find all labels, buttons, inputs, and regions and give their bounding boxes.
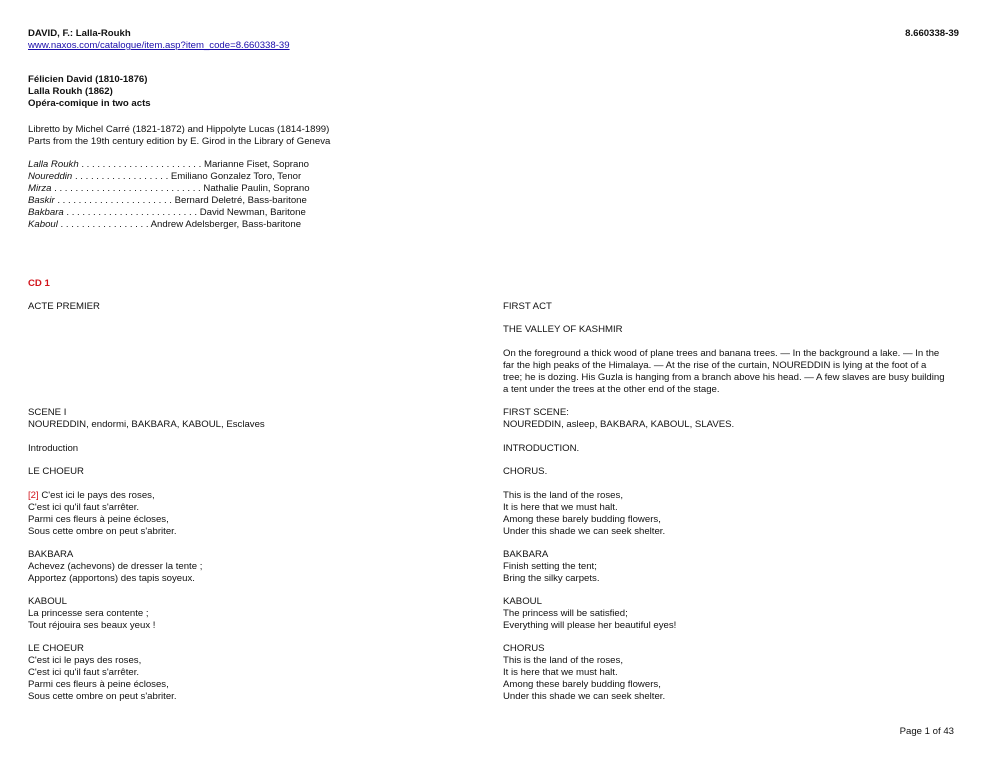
cd-label: CD 1 bbox=[28, 278, 50, 289]
cast-row bbox=[28, 171, 310, 183]
cast-row bbox=[28, 183, 310, 195]
stage-line: tree; he is dozing. His Guzla is hanging from a branch above his head. — A few slaves are busy building bbox=[503, 372, 945, 383]
speaker-label: KABOUL bbox=[503, 596, 542, 607]
french-kaboul-block bbox=[28, 596, 155, 632]
composer: Félicien David (1810-1876) bbox=[28, 74, 148, 85]
english-scene-heading bbox=[503, 407, 734, 431]
work-info bbox=[28, 74, 151, 110]
verse-line: Among these barely budding flowers, bbox=[503, 679, 661, 690]
cast-leader: . . . . . . . . . . . . . . . . . . bbox=[72, 171, 171, 182]
verse-line: It is here that we must halt. bbox=[503, 502, 618, 513]
cast-singer: David Newman, Baritone bbox=[199, 207, 306, 218]
verse-line: Sous cette ombre on peut s'abriter. bbox=[28, 691, 177, 702]
credits bbox=[28, 124, 330, 148]
verse-line: Apportez (apportons) des tapis soyeux. bbox=[28, 573, 195, 584]
verse-line: C'est ici qu'il faut s'arrêter. bbox=[28, 502, 140, 513]
cast-leader: . . . . . . . . . . . . . . . . . bbox=[57, 219, 151, 230]
english-act-heading: FIRST ACT bbox=[503, 301, 552, 312]
english-intro: INTRODUCTION. bbox=[503, 443, 580, 454]
verse-line bbox=[28, 490, 177, 502]
cast-singer: Emiliano Gonzalez Toro, Tenor bbox=[170, 171, 302, 182]
verse-line: Finish setting the tent; bbox=[503, 561, 597, 572]
cast-role: Mirza bbox=[28, 183, 52, 194]
track-marker: [2] bbox=[28, 490, 39, 501]
cast-row bbox=[28, 207, 310, 219]
verse-line: Tout réjouira ses beaux yeux ! bbox=[28, 620, 156, 631]
speaker-label: BAKBARA bbox=[503, 549, 549, 560]
cast-role: Kaboul bbox=[28, 219, 58, 230]
english-chorus-block bbox=[503, 643, 665, 703]
verse-line: C'est ici qu'il faut s'arrêter. bbox=[28, 667, 140, 678]
verse-line: Sous cette ombre on peut s'abriter. bbox=[28, 526, 177, 537]
catalogue-number: 8.660338-39 bbox=[905, 28, 959, 39]
french-bakbara-block bbox=[28, 549, 202, 585]
english-scene-characters: NOUREDDIN, asleep, BAKBARA, KABOUL, SLAVES. bbox=[503, 419, 735, 430]
source-credit: Parts from the 19th century edition by E. Girod in the Library of Geneva bbox=[28, 136, 331, 147]
work-title: Lalla Roukh (1862) bbox=[28, 86, 113, 97]
page-number: Page 1 of 43 bbox=[899, 726, 954, 737]
french-scene-heading bbox=[28, 407, 265, 431]
work-genre: Opéra-comique in two acts bbox=[28, 98, 151, 109]
cast-leader: . . . . . . . . . . . . . . . . . . . . . . . . . bbox=[63, 207, 200, 218]
verse-line: Under this shade we can seek shelter. bbox=[503, 691, 666, 702]
french-intro: Introduction bbox=[28, 443, 79, 454]
cast-row bbox=[28, 195, 310, 207]
verse-line: C'est ici le pays des roses, bbox=[28, 655, 142, 666]
cast-role: Noureddin bbox=[28, 171, 73, 182]
verse-line: Parmi ces fleurs à peine écloses, bbox=[28, 514, 169, 525]
english-bakbara-block bbox=[503, 549, 600, 585]
cast-list bbox=[28, 159, 310, 231]
speaker-label: BAKBARA bbox=[28, 549, 74, 560]
verse-line: La princesse sera contente ; bbox=[28, 608, 149, 619]
verse-line: Among these barely budding flowers, bbox=[503, 514, 661, 525]
verse-line: Parmi ces fleurs à peine écloses, bbox=[28, 679, 169, 690]
libretto-credit: Libretto by Michel Carré (1821-1872) and Hippolyte Lucas (1814-1899) bbox=[28, 124, 330, 135]
french-verse-1 bbox=[28, 490, 177, 538]
english-kaboul-block bbox=[503, 596, 676, 632]
cast-leader: . . . . . . . . . . . . . . . . . . . . . . . bbox=[78, 159, 204, 170]
cast-role: Baskir bbox=[28, 195, 55, 206]
catalogue-link[interactable]: www.naxos.com/catalogue/item.asp?item_code=8.660338-39 bbox=[28, 40, 290, 51]
english-setting: THE VALLEY OF KASHMIR bbox=[503, 324, 623, 335]
cast-singer: Nathalie Paulin, Soprano bbox=[203, 183, 310, 194]
cast-row bbox=[28, 219, 310, 231]
cast-singer: Bernard Deletré, Bass-baritone bbox=[174, 195, 307, 206]
cast-leader: . . . . . . . . . . . . . . . . . . . . . . bbox=[54, 195, 175, 206]
stage-line: On the foreground a thick wood of plane trees and banana trees. — In the background a lake. — In the bbox=[503, 348, 940, 359]
stage-line: a tent under the trees at the other end of the stage. bbox=[503, 384, 720, 395]
cast-row bbox=[28, 159, 310, 171]
french-act-heading: ACTE PREMIER bbox=[28, 301, 100, 312]
verse-text: C'est ici le pays des roses, bbox=[41, 490, 155, 501]
cast-singer: Marianne Fiset, Soprano bbox=[203, 159, 310, 170]
verse-line: Achevez (achevons) de dresser la tente ; bbox=[28, 561, 203, 572]
french-chorus-block bbox=[28, 643, 177, 703]
english-stage-directions bbox=[503, 348, 945, 396]
document-title: DAVID, F.: Lalla-Roukh bbox=[28, 28, 131, 39]
english-verse-1 bbox=[503, 490, 665, 538]
french-scene-characters: NOUREDDIN, endormi, BAKBARA, KABOUL, Esclaves bbox=[28, 419, 265, 430]
cast-role: Bakbara bbox=[28, 207, 64, 218]
cast-singer: Andrew Adelsberger, Bass-baritone bbox=[150, 219, 302, 230]
verse-line: Bring the silky carpets. bbox=[503, 573, 600, 584]
english-chorus-label: CHORUS. bbox=[503, 466, 548, 477]
cast-leader: . . . . . . . . . . . . . . . . . . . . . . . . . . . . bbox=[51, 183, 204, 194]
speaker-label: LE CHOEUR bbox=[28, 643, 84, 654]
speaker-label: KABOUL bbox=[28, 596, 67, 607]
english-scene-title: FIRST SCENE: bbox=[503, 407, 569, 418]
verse-line: Under this shade we can seek shelter. bbox=[503, 526, 666, 537]
french-scene-title: SCENE I bbox=[28, 407, 67, 418]
verse-line: It is here that we must halt. bbox=[503, 667, 618, 678]
verse-line: This is the land of the roses, bbox=[503, 655, 623, 666]
verse-line: The princess will be satisfied; bbox=[503, 608, 628, 619]
verse-line: This is the land of the roses, bbox=[503, 490, 623, 501]
cast-role: Lalla Roukh bbox=[28, 159, 79, 170]
verse-line: Everything will please her beautiful eyes! bbox=[503, 620, 677, 631]
speaker-label: CHORUS bbox=[503, 643, 545, 654]
stage-line: far the high peaks of the Himalaya. — At the rise of the curtain, NOUREDDIN is lying at the foot of a bbox=[503, 360, 927, 371]
french-chorus-label: LE CHOEUR bbox=[28, 466, 84, 477]
